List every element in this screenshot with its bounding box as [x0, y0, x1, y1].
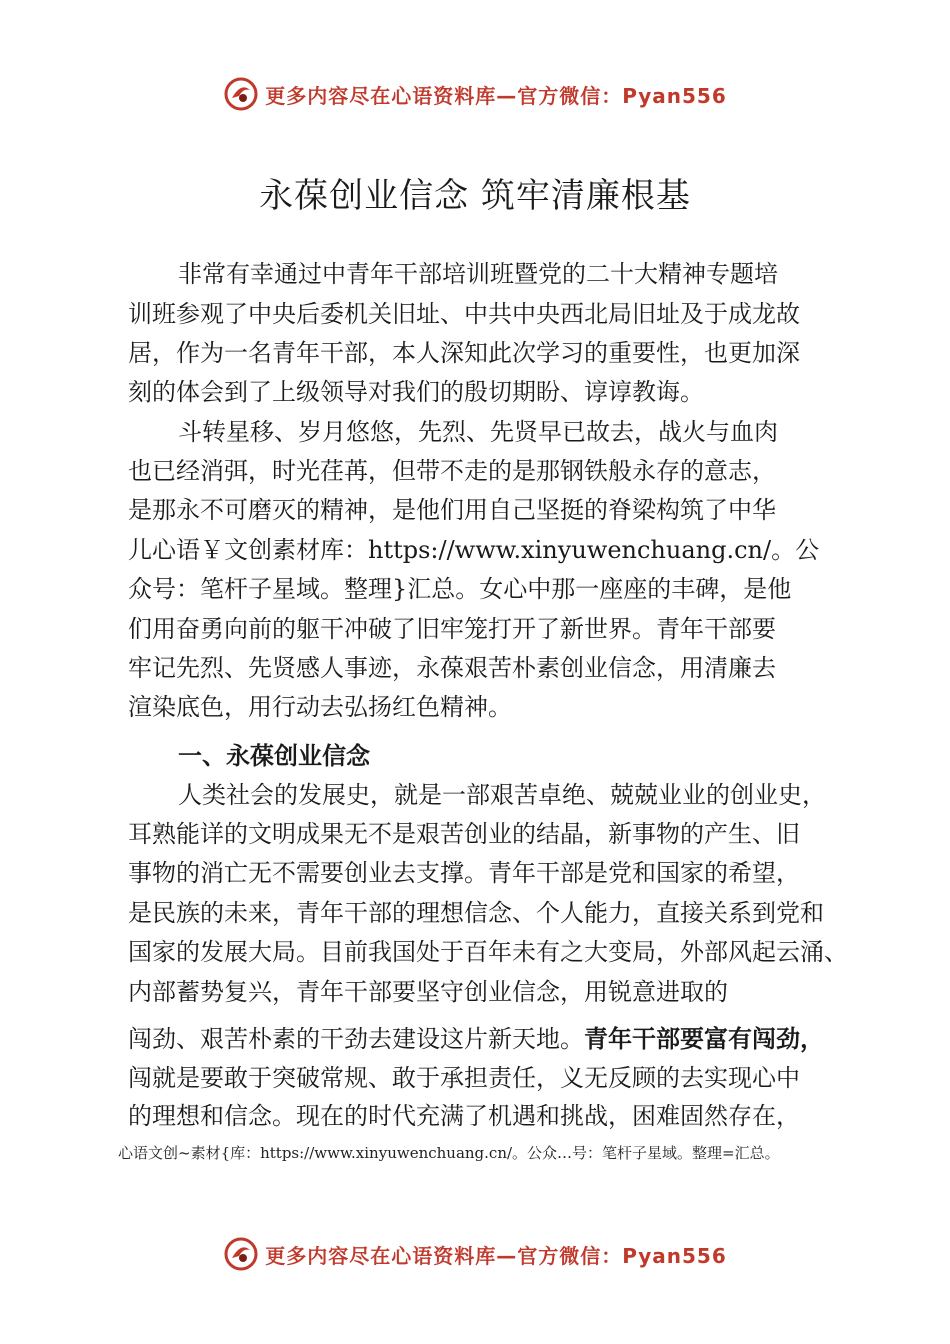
paragraph-line: 是民族的未来，青年干部的理想信念、个人能力，直接关系到党和 [128, 899, 824, 927]
paragraph-line: 闯就是要敢于突破常规、敢于承担责任，义无反顾的去实现心中 [128, 1064, 800, 1092]
paragraph-line: 国家的发展大局。目前我国处于百年未有之大变局，外部风起云涌、 [128, 938, 848, 966]
paragraph-line: 儿心语￥文创素材库：https://www.xinyuwenchuang.cn/。公 [128, 536, 820, 564]
paragraph-line: 牢记先烈、先贤感人事迹，永葆艰苦朴素创业信念，用清廉去 [128, 654, 776, 682]
red-swirl-logo-icon [223, 1236, 259, 1272]
banner-text: 更多内容尽在心语资料库—官方微信：Pyan556 [265, 1243, 727, 1268]
paragraph-line: 居，作为一名青年干部，本人深知此次学习的重要性，也更加深 [128, 339, 800, 367]
paragraph-line: 非常有幸通过中青年干部培训班暨党的二十大精神专题培 [178, 260, 778, 288]
paragraph-line: 是那永不可磨灭的精神，是他们用自己坚挺的脊梁构筑了中华 [128, 496, 776, 524]
paragraph-line: 人类社会的发展史，就是一部艰苦卓绝、兢兢业业的创业史， [178, 781, 826, 809]
paragraph-line: 内部蓄势复兴，青年干部要坚守创业信念，用锐意进取的 [128, 978, 728, 1006]
footer-note: 心语文创~素材{库：https://www.xinyuwenchuang.cn/。公众…号：笔杆子星域。整理=汇总。 [118, 1144, 780, 1162]
section-heading: 一、永葆创业信念 [178, 742, 370, 770]
document-title: 永葆创业信念 筑牢清廉根基 [259, 176, 691, 216]
paragraph-line: 的理想和信念。现在的时代充满了机遇和挑战，困难固然存在， [128, 1102, 800, 1130]
footer-banner [0, 1232, 950, 1276]
paragraph-line [128, 1027, 824, 1051]
paragraph-line: 渲染底色，用行动去弘扬红色精神。 [128, 693, 512, 721]
paragraph-line: 们用奋勇向前的躯干冲破了旧牢笼打开了新世界。青年干部要 [128, 615, 776, 643]
paragraph-line: 耳熟能详的文明成果无不是艰苦创业的结晶，新事物的产生、旧 [128, 820, 800, 848]
paragraph-line: 也已经消弭，时光荏苒，但带不走的是那钢铁般永存的意志， [128, 457, 776, 485]
line-text: 闯劲、艰苦朴素的干劲去建设这片新天地。 [128, 1025, 584, 1053]
paragraph-line: 众号：笔杆子星域。整理}汇总。女心中那一座座的丰碑，是他 [128, 575, 792, 603]
header-banner [0, 72, 950, 116]
red-swirl-logo-icon [223, 76, 259, 112]
paragraph-line: 刻的体会到了上级领导对我们的殷切期盼、谆谆教诲。 [128, 378, 704, 406]
bold-phrase: 青年干部要富有闯劲， [584, 1025, 824, 1053]
paragraph-line: 训班参观了中央后委机关旧址、中共中央西北局旧址及于成龙故 [128, 300, 800, 328]
paragraph-line: 事物的消亡无不需要创业去支撑。青年干部是党和国家的希望， [128, 859, 800, 887]
banner-text: 更多内容尽在心语资料库—官方微信：Pyan556 [265, 83, 727, 108]
paragraph-line: 斗转星移、岁月悠悠，先烈、先贤早已故去，战火与血肉 [178, 418, 778, 446]
